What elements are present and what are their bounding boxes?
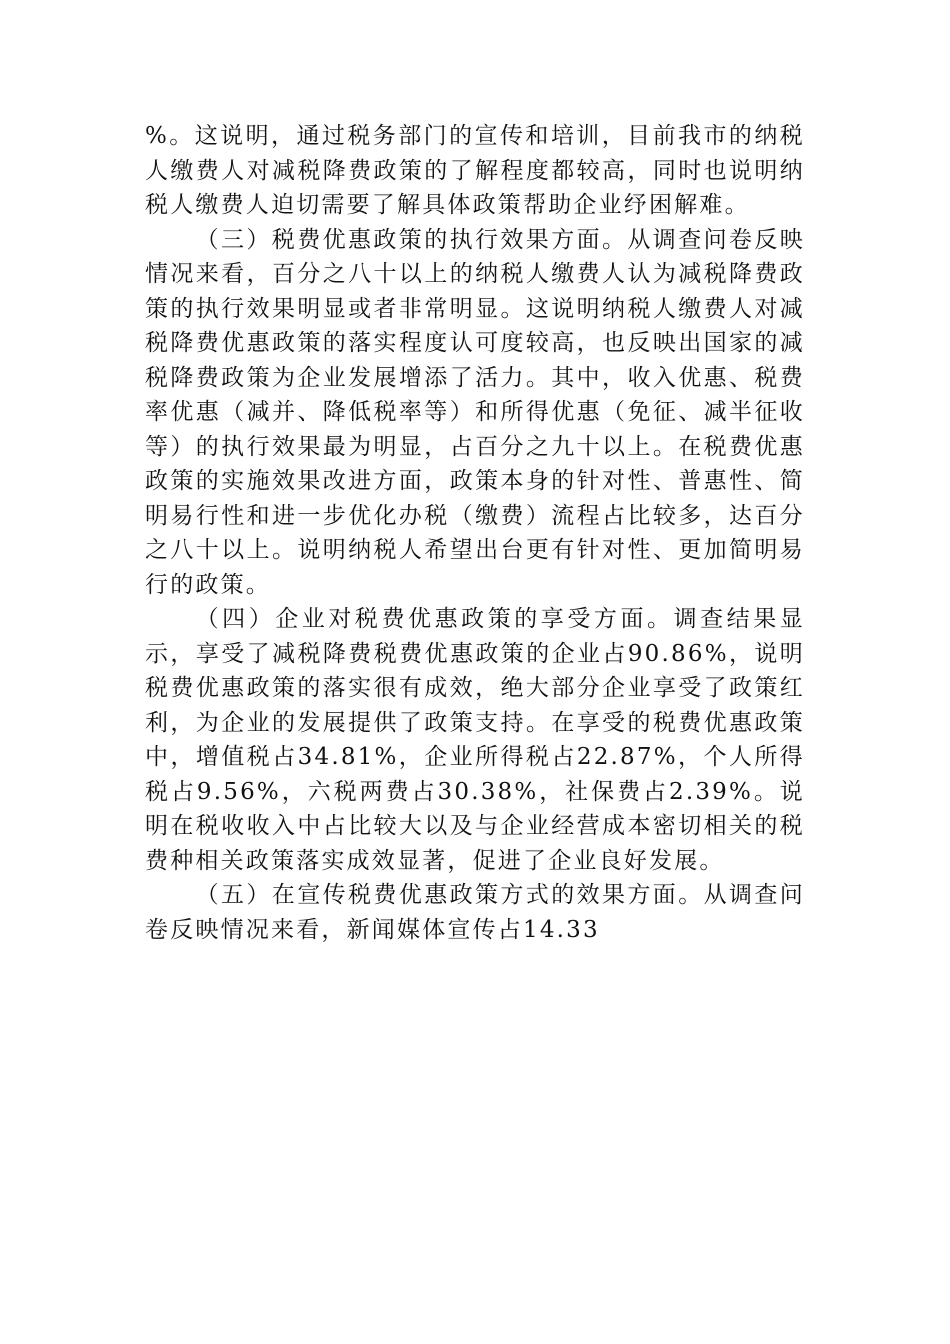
paragraph-section-5: （五）在宣传税费优惠政策方式的效果方面。从调查问卷反映情况来看，新闻媒体宣传占14.33 (145, 882, 805, 943)
paragraph-continuation: %。这说明，通过税务部门的宣传和培训，目前我市的纳税人缴费人对减税降费政策的了解程度都较高，同时也说明纳税人缴费人迫切需要了解具体政策帮助企业纾困解难。 (145, 123, 805, 218)
paragraph-section-3: （三）税费优惠政策的执行效果方面。从调查问卷反映情况来看，百分之八十以上的纳税人缴费人认为减税降费政策的执行效果明显或者非常明显。这说明纳税人缴费人对减税降费优惠政策的落实程度认可度较高，也反映出国家的减税降费政策为企业发展增添了活力。其中，收入优惠、税费率优惠（减并、降低税率等）和所得优惠（免征、减半征收等）的执行效果最为明显，占百分之九十以上。在税费优惠政策的实施效果改进方面，政策本身的针对性、普惠性、简明易行性和进一步优化办税（缴费）流程占比较多，达百分之八十以上。说明纳税人希望出台更有针对性、更加简明易行的政策。 (145, 226, 805, 598)
document-body (145, 119, 805, 947)
paragraph-section-4: （四）企业对税费优惠政策的享受方面。调查结果显示，享受了减税降费税费优惠政策的企业占90.86%，说明税费优惠政策的落实很有成效，绝大部分企业享受了政策红利，为企业的发展提供了政策支持。在享受的税费优惠政策中，增值税占34.81%，企业所得税占22.87%，个人所得税占9.56%，六税两费占30.38%，社保费占2.39%。说明在税收收入中占比较大以及与企业经营成本密切相关的税费种相关政策落实成效显著，促进了企业良好发展。 (145, 606, 805, 874)
